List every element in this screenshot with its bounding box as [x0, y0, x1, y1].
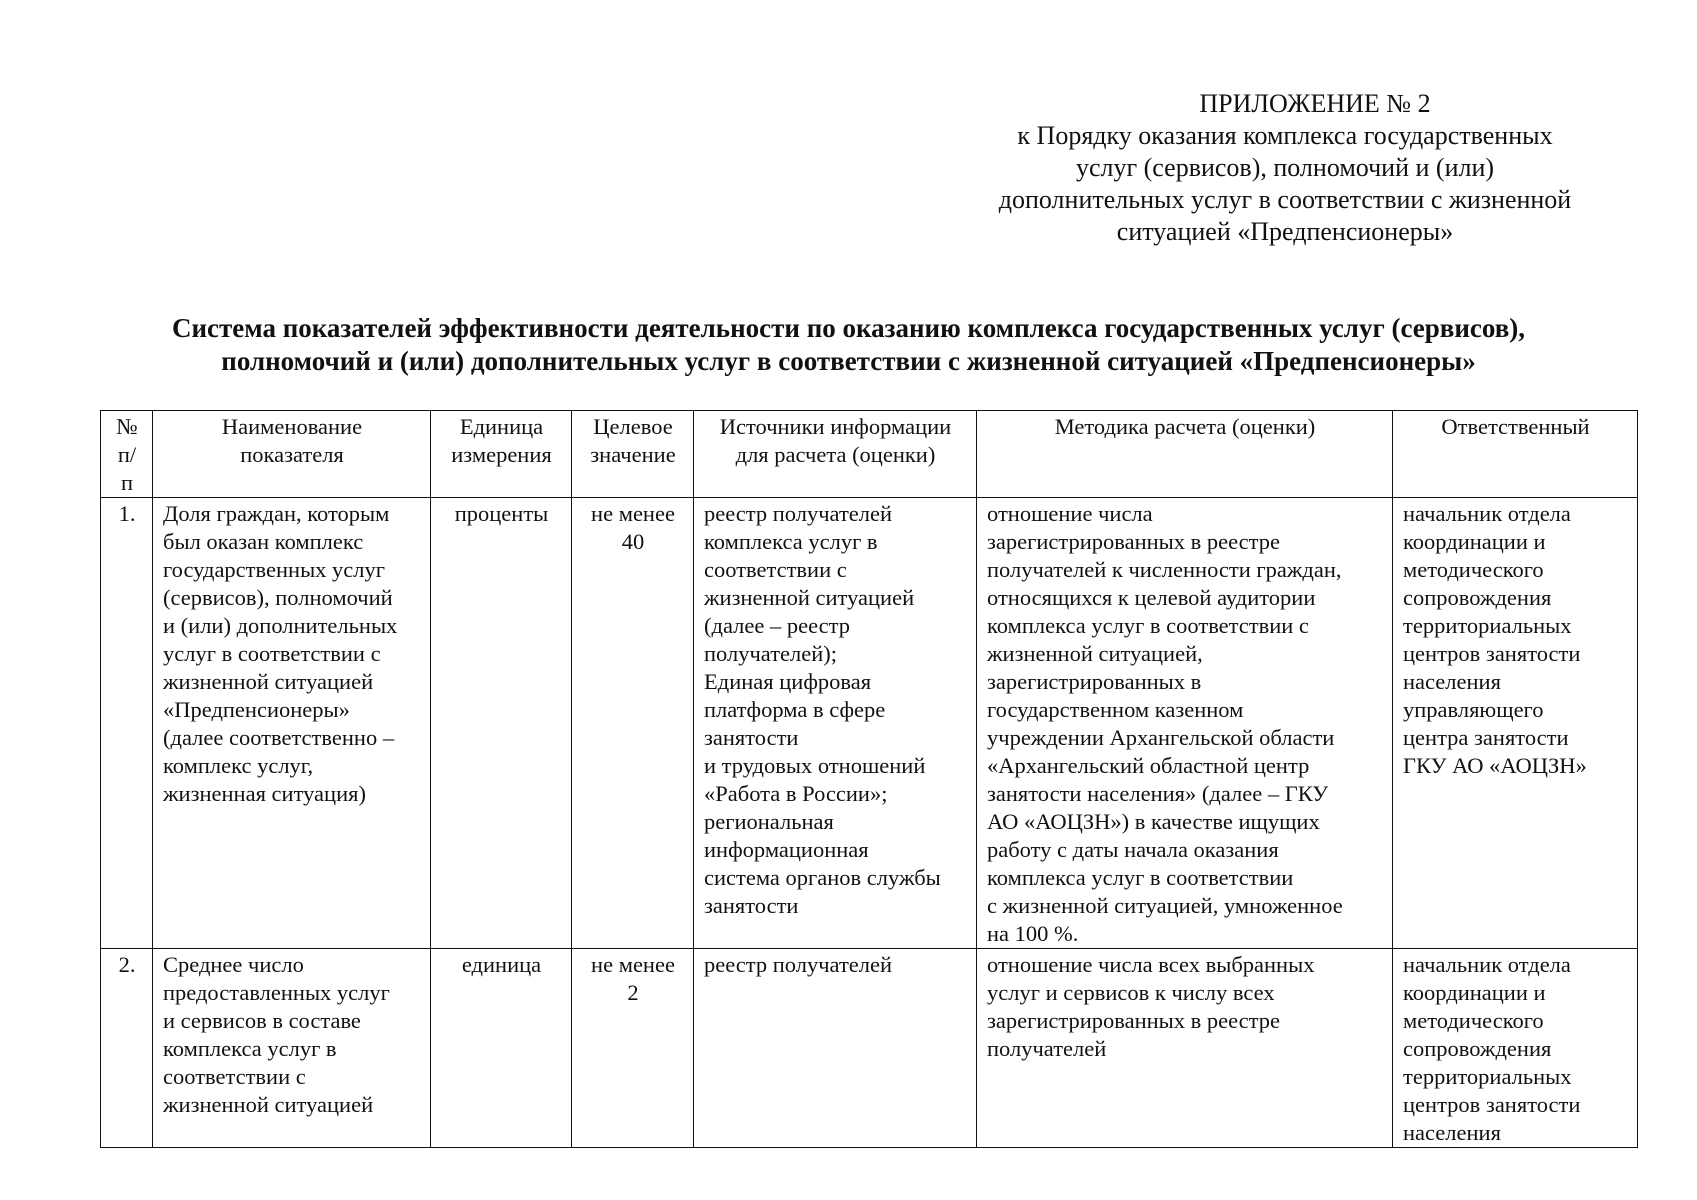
cell-text-line: «Предпенсионеры» — [163, 697, 350, 722]
row-unit — [431, 949, 572, 1148]
cell-text-line: услуг в соответствии с — [163, 641, 381, 666]
cell-text-line: жизненная ситуация) — [163, 781, 366, 806]
cell-text-line: центра занятости — [1403, 725, 1569, 750]
cell-text-line: жизненной ситуацией — [704, 585, 915, 610]
cell-text-line: система органов службы — [704, 865, 941, 890]
cell-text-line: занятости населения» (далее – ГКУ — [987, 781, 1329, 806]
cell-text-line: зарегистрированных в реестре — [987, 1008, 1281, 1033]
cell-text-line: комплекса услуг в соответствии с — [987, 613, 1309, 638]
header-target — [572, 411, 694, 498]
cell-text-line: Единая цифровая — [704, 669, 872, 694]
cell-text-line: (далее – реестр — [704, 613, 850, 638]
row-unit — [431, 498, 572, 949]
document-title-line: полномочий и (или) дополнительных услуг в соответствии с жизненной ситуацией «Предпенсионеры» — [221, 346, 1476, 376]
cell-text-line: государственных услуг — [163, 557, 386, 582]
cell-text-line: ГКУ АО «АОЦЗН» — [1403, 753, 1587, 778]
cell-text-line: соответствии с — [163, 1064, 306, 1089]
cell-text-line: получателей — [987, 1036, 1107, 1061]
cell-text-line: «Работа в России»; — [704, 781, 888, 806]
cell-text-line: получателей); — [704, 641, 838, 666]
cell-text-line: п — [120, 470, 134, 495]
cell-text-line: информационная — [704, 837, 869, 862]
cell-text-line: с жизненной ситуацией, умноженное — [987, 893, 1343, 918]
cell-text-line: услуг и сервисов к числу всех — [987, 980, 1275, 1005]
cell-text-line: № — [116, 414, 138, 439]
cell-text-line: измерения — [451, 442, 552, 467]
cell-text-line: центров занятости — [1403, 1092, 1581, 1117]
cell-text-line: для расчета (оценки) — [735, 442, 936, 467]
cell-text-line: реестр получателей — [704, 952, 893, 977]
cell-text-line: жизненной ситуацией — [163, 1092, 374, 1117]
header-method — [977, 411, 1393, 498]
indicators-table — [100, 410, 1638, 1148]
cell-text-line: не менее — [591, 501, 675, 526]
table-row — [101, 498, 1638, 949]
appendix-line: услуг (сервисов), полномочий и (или) — [1075, 153, 1495, 182]
cell-text-line: не менее — [591, 952, 675, 977]
cell-text-line: 40 — [621, 529, 645, 554]
cell-text-line: координации и — [1403, 980, 1546, 1005]
cell-text-line: отношение числа всех выбранных — [987, 952, 1315, 977]
cell-text-line: методического — [1403, 557, 1544, 582]
cell-text-line: Единица — [459, 414, 544, 439]
header-name — [153, 411, 431, 498]
cell-text-line: значение — [590, 442, 676, 467]
table-row — [101, 949, 1638, 1148]
cell-text-line: Среднее число — [163, 952, 304, 977]
cell-text-line: относящихся к целевой аудитории — [987, 585, 1316, 610]
cell-text-line: соответствии с — [704, 557, 847, 582]
cell-text-line: комплекса услуг в соответствии — [987, 865, 1294, 890]
cell-text-line: 2 — [627, 980, 639, 1005]
cell-text-line: работу с даты начала оказания — [987, 837, 1279, 862]
cell-text-line: «Архангельский областной центр — [987, 753, 1310, 778]
cell-text-line: и (или) дополнительных — [163, 613, 398, 638]
cell-text-line: населения — [1403, 669, 1501, 694]
cell-text-line: получателей к численности граждан, — [987, 557, 1342, 582]
cell-text-line: комплекса услуг в — [163, 1036, 337, 1061]
cell-text-line: Целевое — [593, 414, 673, 439]
cell-text-line: координации и — [1403, 529, 1546, 554]
cell-text-line: зарегистрированных в реестре — [987, 529, 1281, 554]
cell-text-line: показателя — [240, 442, 344, 467]
cell-text-line: занятости — [704, 725, 799, 750]
row-target — [572, 498, 694, 949]
appendix-line: ситуацией «Предпенсионеры» — [1116, 217, 1454, 246]
cell-text-line: реестр получателей — [704, 501, 893, 526]
cell-text-line: территориальных — [1403, 1064, 1572, 1089]
cell-text-line: государственном казенном — [987, 697, 1244, 722]
row-responsible — [1393, 949, 1638, 1148]
cell-text-line: начальник отдела — [1403, 952, 1571, 977]
row-responsible — [1393, 498, 1638, 949]
document-title — [60, 312, 1637, 378]
cell-text-line: Ответственный — [1441, 414, 1590, 439]
cell-text-line: зарегистрированных в — [987, 669, 1202, 694]
row-num: 2. — [101, 949, 153, 1148]
cell-text-line: Доля граждан, которым — [163, 501, 390, 526]
cell-text-line: методического — [1403, 1008, 1544, 1033]
cell-text-line: платформа в сфере — [704, 697, 886, 722]
cell-text-line: проценты — [454, 501, 549, 526]
cell-text-line: региональная — [704, 809, 834, 834]
cell-text-line: сопровождения — [1403, 1036, 1552, 1061]
row-method — [977, 498, 1393, 949]
appendix-header — [900, 88, 1670, 248]
cell-text-line: единица — [461, 952, 542, 977]
cell-text-line: территориальных — [1403, 613, 1572, 638]
document-title-line: Система показателей эффективности деятельности по оказанию комплекса государственных услуг (сервисов), — [171, 313, 1526, 343]
cell-text-line: центров занятости — [1403, 641, 1581, 666]
table-header-row — [101, 411, 1638, 498]
cell-text-line: предоставленных услуг — [163, 980, 390, 1005]
cell-text-line: жизненной ситуацией, — [987, 641, 1203, 666]
appendix-line: дополнительных услуг в соответствии с жизненной — [998, 185, 1572, 214]
header-responsible — [1393, 411, 1638, 498]
row-sources — [694, 949, 977, 1148]
cell-text-line: и трудовых отношений — [704, 753, 926, 778]
appendix-title: ПРИЛОЖЕНИЕ № 2 — [1199, 89, 1431, 118]
row-sources — [694, 498, 977, 949]
cell-text-line: учреждении Архангельской области — [987, 725, 1335, 750]
cell-text-line: отношение числа — [987, 501, 1153, 526]
appendix-line: к Порядку оказания комплекса государственных — [1017, 121, 1553, 150]
cell-text-line: Методика расчета (оценки) — [1054, 414, 1316, 439]
cell-text-line: начальник отдела — [1403, 501, 1571, 526]
cell-text-line: занятости — [704, 893, 799, 918]
cell-text-line: (далее соответственно – — [163, 725, 395, 750]
cell-text-line: был оказан комплекс — [163, 529, 364, 554]
header-sources — [694, 411, 977, 498]
cell-text-line: управляющего — [1403, 697, 1544, 722]
cell-text-line: Источники информации — [719, 414, 952, 439]
row-method — [977, 949, 1393, 1148]
cell-text-line: Наименование — [221, 414, 363, 439]
row-target — [572, 949, 694, 1148]
cell-text-line: населения — [1403, 1120, 1501, 1145]
header-num — [101, 411, 153, 498]
cell-text-line: комплекса услуг в — [704, 529, 878, 554]
cell-text-line: АО «АОЦЗН») в качестве ищущих — [987, 809, 1320, 834]
row-name — [153, 498, 431, 949]
header-unit — [431, 411, 572, 498]
cell-text-line: жизненной ситуацией — [163, 669, 374, 694]
cell-text-line: на 100 %. — [987, 921, 1079, 946]
cell-text-line: комплекс услуг, — [163, 753, 314, 778]
cell-text-line: п/ — [117, 442, 137, 467]
cell-text-line: и сервисов в составе — [163, 1008, 361, 1033]
row-num: 1. — [101, 498, 153, 949]
cell-text-line: сопровождения — [1403, 585, 1552, 610]
cell-text-line: (сервисов), полномочий — [163, 585, 393, 610]
row-name — [153, 949, 431, 1148]
